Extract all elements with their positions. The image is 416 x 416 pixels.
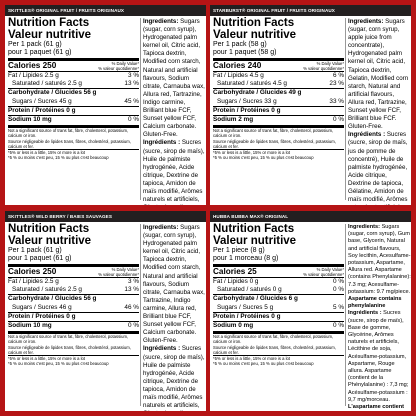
panel-header: SKITTLES® ORIGINAL FRUIT / FRUITS ORIGINAUX (5, 5, 206, 16)
nutrition-title-en: Nutrition Facts (8, 223, 90, 235)
carbohydrate-row: Carbohydrate / Glucides 56 g (8, 295, 97, 303)
carbohydrate-row: Carbohydrate / Glucides 49 g (213, 89, 302, 97)
carbohydrate-row: Carbohydrate / Glucides 6 g (213, 295, 298, 303)
nutrition-facts-table (213, 224, 344, 366)
ingredients-title-fr: Ingrédients : (348, 310, 382, 317)
protein-row: Protein / Protéines 0 g (8, 106, 76, 114)
calories: Calories 25 (213, 267, 257, 276)
footnote-source-en: Not a significant source of trans fat, fibre, cholesterol, potassium, calcium or iron. (8, 128, 129, 139)
nutrition-facts-table (8, 18, 139, 160)
ingredients-title-en: Ingredients: (143, 224, 179, 231)
sugars-row: Sugars / Sucres 33 g (217, 97, 277, 105)
fat-row: Fat / Lipides 4.5 g (213, 72, 264, 79)
footnote-source-en: Not a significant source of trans fat, fibre, cholesterol, potassium, calcium or iron. (213, 128, 334, 139)
sugars-dv: 33 % (329, 97, 344, 105)
ingredients-list-en: Sugars (sugar, corn syrup), Gum base, Glycerin, Natural and artificial flavours, Soy lecithin, Acesulfame-potassium, Aspartame, Allura red. Aspartame (contains Phenylalanine): 7.3 mg; Acesulfame-potassium: 9.7 mg/piece. (348, 224, 411, 295)
ingredients-block (143, 18, 206, 205)
phenylalanine-warning-fr: L'aspartame contient (348, 404, 405, 411)
footnote-dv-fr: *5 % ou moins c'est peu, 15 % ou plus c'est beaucoup (213, 361, 314, 367)
saturated-row: Saturated / saturés 4.5 g (217, 80, 287, 88)
nutrition-title-fr: Valeur nutritive (213, 234, 297, 247)
daily-value-header-en: % Daily Value* (316, 267, 344, 272)
sugars-dv: 5 % (332, 303, 344, 311)
footnote-source-fr: Source négligeable de lipides trans, fibres, cholestérol, potassium, calcium et fer. (213, 138, 336, 149)
footnote-dv-fr: *5 % ou moins c'est peu, 15 % ou plus c'est beaucoup (213, 155, 314, 161)
saturated-row: Saturated / saturés 0 g (217, 286, 282, 294)
ingredients-list-fr: Sucres (sucre, sirop de maïs), Huile de palmiste hydrogénée, Acide citrique, Dextrine de tapioca, Amidon de maïs modifié, Arômes naturels et artificiels, (143, 139, 205, 204)
footnote-source-en: Not a significant source of trans fat, fibre, cholesterol, potassium, calcium or iron. (213, 334, 334, 345)
serving-size-en: Per 1 piece (8 g) (213, 247, 265, 254)
sodium-dv: 0 % (127, 116, 139, 124)
ingredients-title-fr: Ingrédients : (143, 139, 181, 147)
fat-row: Fat / Lipides 0 g (213, 278, 259, 285)
ingredients-list-fr: Sucres (sucre, sirop de maïs, jus de pomme de concentré), Huile de palmiste hydrogénée, Acide citrique, Dextrine de tapioca, Gélatine, Amidon de maïs modifié, Arômes (348, 131, 408, 204)
footnote-dv-en: *5% or less is a little, 15% or more is a lot (213, 356, 291, 362)
sodium-row: Sodium 10 mg (8, 116, 52, 124)
ingredients-block (348, 18, 411, 205)
label-panel-starburst-original (210, 5, 411, 205)
protein-row: Protein / Protéines 0 g (213, 106, 281, 114)
footnote-source-fr: Source négligeable de lipides trans, fibres, cholestérol, potassium, calcium et fer. (213, 344, 336, 355)
daily-value-header-en: % Daily Value* (111, 267, 139, 272)
carbohydrate-row: Carbohydrate / Glucides 56 g (8, 89, 97, 97)
nutrition-title-en: Nutrition Facts (213, 17, 295, 29)
label-panel-skittles-wild-berry (5, 211, 206, 411)
ingredients-title-fr: Ingrédients : (348, 131, 386, 139)
footnote-dv-fr: *5 % ou moins c'est peu, 15 % ou plus c'est beaucoup (8, 361, 109, 367)
nutrition-facts-table (8, 224, 139, 366)
nutrition-title-en: Nutrition Facts (213, 223, 295, 235)
calories: Calories 240 (213, 61, 262, 70)
footnote-source-fr: Source négligeable de lipides trans, fibres, cholestérol, potassium, calcium et fer. (8, 138, 131, 149)
footnote-dv-en: *5% or less is a little, 15% or more is a lot (8, 150, 86, 156)
ingredients-block (348, 224, 411, 411)
ingredients-title-en: Ingredients: (348, 224, 381, 230)
serving-size-en: Per 1 pack (61 g) (8, 41, 62, 48)
daily-value-header-fr: % valeur quotidienne* (303, 272, 344, 277)
panel-header: HUBBA BUBBA MAX® ORIGINAL (210, 211, 411, 222)
fat-row: Fat / Lipides 2.5 g (8, 278, 59, 285)
ingredients-title-en: Ingredients: (348, 18, 384, 25)
serving-size-en: Per 1 pack (58 g) (213, 41, 267, 48)
fat-dv: 3 % (127, 278, 139, 285)
saturated-row: Saturated / saturés 2.5 g (12, 286, 82, 294)
label-panel-skittles-original (5, 5, 206, 205)
sugars-row: Sugars / Sucres 5 g (217, 303, 274, 311)
saturated-dv: 13 % (124, 286, 139, 294)
label-panel-hubba-bubba (210, 211, 411, 411)
sugars-dv: 46 % (124, 303, 139, 311)
sodium-dv: 0 % (332, 116, 344, 124)
ingredients-list-en: Sugars (sugar, corn syrup), Hydrogenated palm kernel oil, Citric acid, Tapioca dextrin, Modified corn starch, Natural and artificial flavours, Sodium citrate, Carnauba wax, Allura red, Tartrazine, Indigo carmine, Brilliant blue FCF, Sunset yellow FCF, Calcium carbonate. Gluten-Free. (143, 18, 205, 139)
saturated-dv: 0 % (332, 286, 344, 294)
ingredients-title-en: Ingredients: (143, 18, 179, 25)
footnote-dv-en: *5% or less is a little, 15% or more is a lot (213, 150, 291, 156)
daily-value-header-fr: % valeur quotidienne* (303, 66, 344, 71)
nutrition-title-fr: Valeur nutritive (213, 28, 297, 41)
ingredients-list-en: Sugars (sugar, corn syrup), Hydrogenated palm kernel oil, Citric acid, Tapioca dextrin, Modified corn starch, Natural and artificial flavours, Sodium citrate, Carnauba wax, Tartrazine, Indigo carmine, Allura red, Brilliant blue FCF, Sunset yellow FCF, Calcium carbonate. Gluten-Free. (143, 224, 205, 345)
ingredients-list-en: Sugars (sugar, corn syrup, apple juice from concentrate), Hydrogenated palm kernel oil, Citric acid, Tapioca dextrin, Gelatin, Modified corn starch, Natural and artificial flavours, Allura red, Tartrazine, Sunset yellow FCF, Brilliant blue FCF. Gluten-Free. (348, 18, 409, 131)
serving-size-fr: pour 1 morceau (8 g) (213, 255, 279, 262)
sodium-row: Sodium 2 mg (213, 116, 254, 124)
ingredients-list-fr: Sucres (sucre, sirop de maïs), Base de gomme, Glycérine, Arômes naturels et artificiels, Lécithine de soja, Acésulfame-potassium, Aspartame, Rouge allura. Aspartame (contient de la Phénylalanine) : 7,3 mg; Acésulfame-potassium : 9,7 mg/morceau. (348, 310, 409, 403)
panel-header: SKITTLES® WILD BERRY / BAIES SAUVAGES (5, 211, 206, 222)
ingredients-title-fr: Ingrédients : (143, 345, 181, 353)
fat-dv: 6 % (332, 72, 344, 79)
sodium-row: Sodium 10 mg (8, 322, 52, 330)
calories: Calories 250 (8, 61, 57, 70)
saturated-dv: 23 % (329, 80, 344, 88)
footnote-source-fr: Source négligeable de lipides trans, fibres, cholestérol, potassium, calcium et fer. (8, 344, 131, 355)
sugars-row: Sugars / Sucres 45 g (12, 97, 72, 105)
sodium-dv: 0 % (127, 322, 139, 330)
protein-row: Protein / Protéines 0 g (213, 312, 281, 320)
sodium-dv: 0 % (332, 322, 344, 330)
ingredients-block (143, 224, 206, 411)
serving-size-en: Per 1 pack (61 g) (8, 247, 62, 254)
daily-value-header-fr: % valeur quotidienne* (98, 66, 139, 71)
serving-size-fr: pour 1 paquet (61 g) (8, 49, 72, 56)
calories: Calories 250 (8, 267, 57, 276)
nutrition-facts-table (213, 18, 344, 160)
saturated-row: Saturated / saturés 2.5 g (12, 80, 82, 88)
fat-dv: 0 % (332, 278, 344, 285)
fat-dv: 3 % (127, 72, 139, 79)
footnote-source-en: Not a significant source of trans fat, fibre, cholesterol, potassium, calcium or iron. (8, 334, 129, 345)
ingredients-list-fr: Sucres (sucre, sirop de maïs), Huile de palmiste hydrogénée, Acide citrique, Dextrine de tapioca, Amidon de maïs modifié, Arômes naturels et artificiels, (143, 345, 205, 410)
nutrition-title-en: Nutrition Facts (8, 17, 90, 29)
sodium-row: Sodium 0 mg (213, 322, 254, 330)
sugars-dv: 45 % (124, 97, 139, 105)
serving-size-fr: pour 1 paquet (61 g) (8, 255, 72, 262)
panel-header: STARBURST® ORIGINAL FRUIT / FRUITS ORIGINAUX (210, 5, 411, 16)
daily-value-header-en: % Daily Value* (316, 61, 344, 66)
daily-value-header-fr: % valeur quotidienne* (98, 272, 139, 277)
nutrition-title-fr: Valeur nutritive (8, 234, 92, 247)
fat-row: Fat / Lipides 2.5 g (8, 72, 59, 79)
serving-size-fr: pour 1 paquet (58 g) (213, 49, 277, 56)
saturated-dv: 13 % (124, 80, 139, 88)
protein-row: Protein / Protéines 0 g (8, 312, 76, 320)
nutrition-title-fr: Valeur nutritive (8, 28, 92, 41)
sugars-row: Sugars / Sucres 46 g (12, 303, 72, 311)
footnote-dv-en: *5% or less is a little, 15% or more is a lot (8, 356, 86, 362)
daily-value-header-en: % Daily Value* (111, 61, 139, 66)
footnote-dv-fr: *5 % ou moins c'est peu, 15 % ou plus c'est beaucoup (8, 155, 109, 161)
phenylalanine-warning-en: Aspartame contains phenylalanine (348, 296, 402, 310)
